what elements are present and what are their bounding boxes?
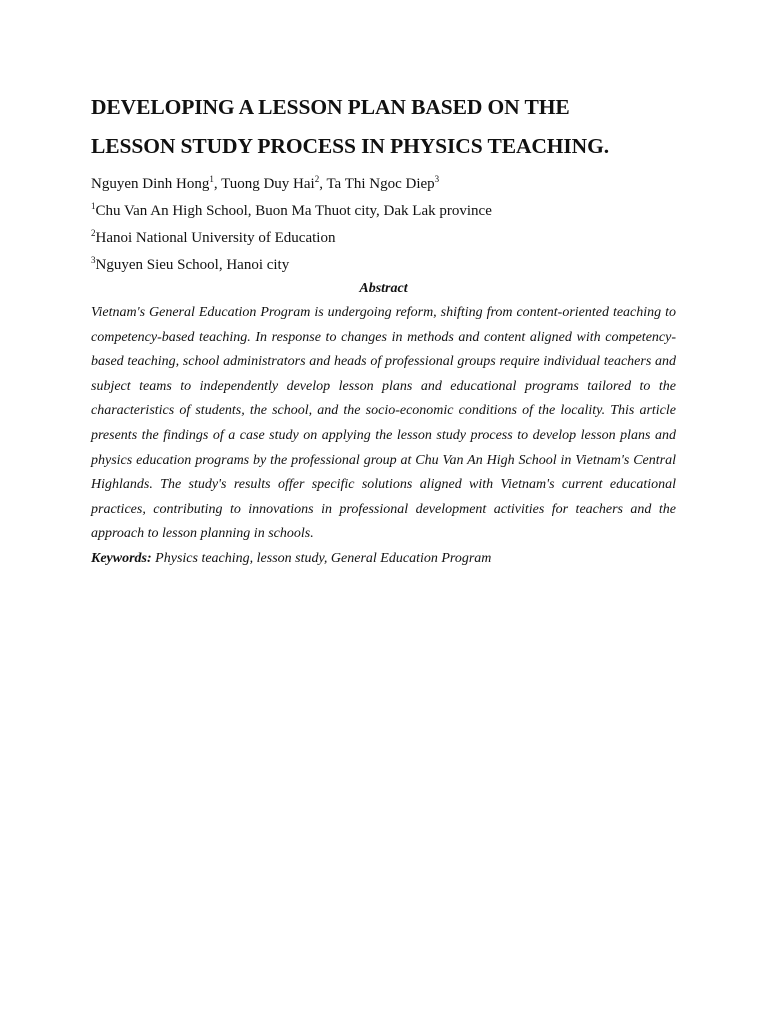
affiliation-3 — [91, 255, 676, 275]
affiliation-text: Chu Van An High School, Buon Ma Thuot city, Dak Lak province — [95, 203, 492, 219]
keywords-label: Keywords: — [91, 550, 152, 566]
keywords — [91, 549, 676, 569]
affiliation-mark: 1 — [91, 201, 96, 211]
abstract-body: Vietnam's General Education Program is undergoing reform, shifting from content-oriented teaching to competency-based teaching. In response to changes in methods and content aligned with competency-based teaching, school administrators and heads of professional groups require individual teachers and subject teams to independently develop lesson plans and educational programs tailored to the characteristics of students, the school, and the socio-economic conditions of the locality. This article presents the findings of a case study on applying the lesson study process to develop lesson plans and physics education programs by the professional group at Chu Van An High School in Vietnam's Central Highlands. The study's results offer specific solutions aligned with Vietnam's current educational practices, contributing to innovations in professional development activities for teachers and the approach to lesson planning in schools. — [91, 305, 676, 542]
author-affiliation-mark: 1 — [209, 174, 214, 184]
author-separator: , — [319, 176, 327, 192]
keywords-text: Physics teaching, lesson study, General Education Program — [155, 550, 492, 566]
author-name: Tuong Duy Hai — [221, 176, 315, 192]
author-name: Nguyen Dinh Hong — [91, 176, 210, 192]
author-name: Ta Thi Ngoc Diep — [326, 176, 435, 192]
title-line-1: DEVELOPING A LESSON PLAN BASED ON THE — [91, 95, 570, 119]
author-affiliation-mark: 3 — [434, 174, 440, 184]
abstract-heading: Abstract — [359, 281, 408, 296]
title-line-2: LESSON STUDY PROCESS IN PHYSICS TEACHING. — [91, 134, 610, 158]
paper-title — [91, 88, 676, 166]
paper-page — [91, 88, 676, 569]
affiliation-2 — [91, 228, 676, 248]
author-separator: , — [213, 176, 222, 192]
affiliation-mark: 2 — [91, 228, 96, 238]
author-list — [91, 174, 676, 194]
affiliation-text: Hanoi National University of Education — [95, 230, 336, 246]
affiliation-mark: 3 — [91, 255, 96, 265]
affiliation-1 — [91, 201, 676, 221]
author-affiliation-mark: 2 — [314, 174, 320, 184]
affiliation-text: Nguyen Sieu School, Hanoi city — [95, 257, 290, 273]
